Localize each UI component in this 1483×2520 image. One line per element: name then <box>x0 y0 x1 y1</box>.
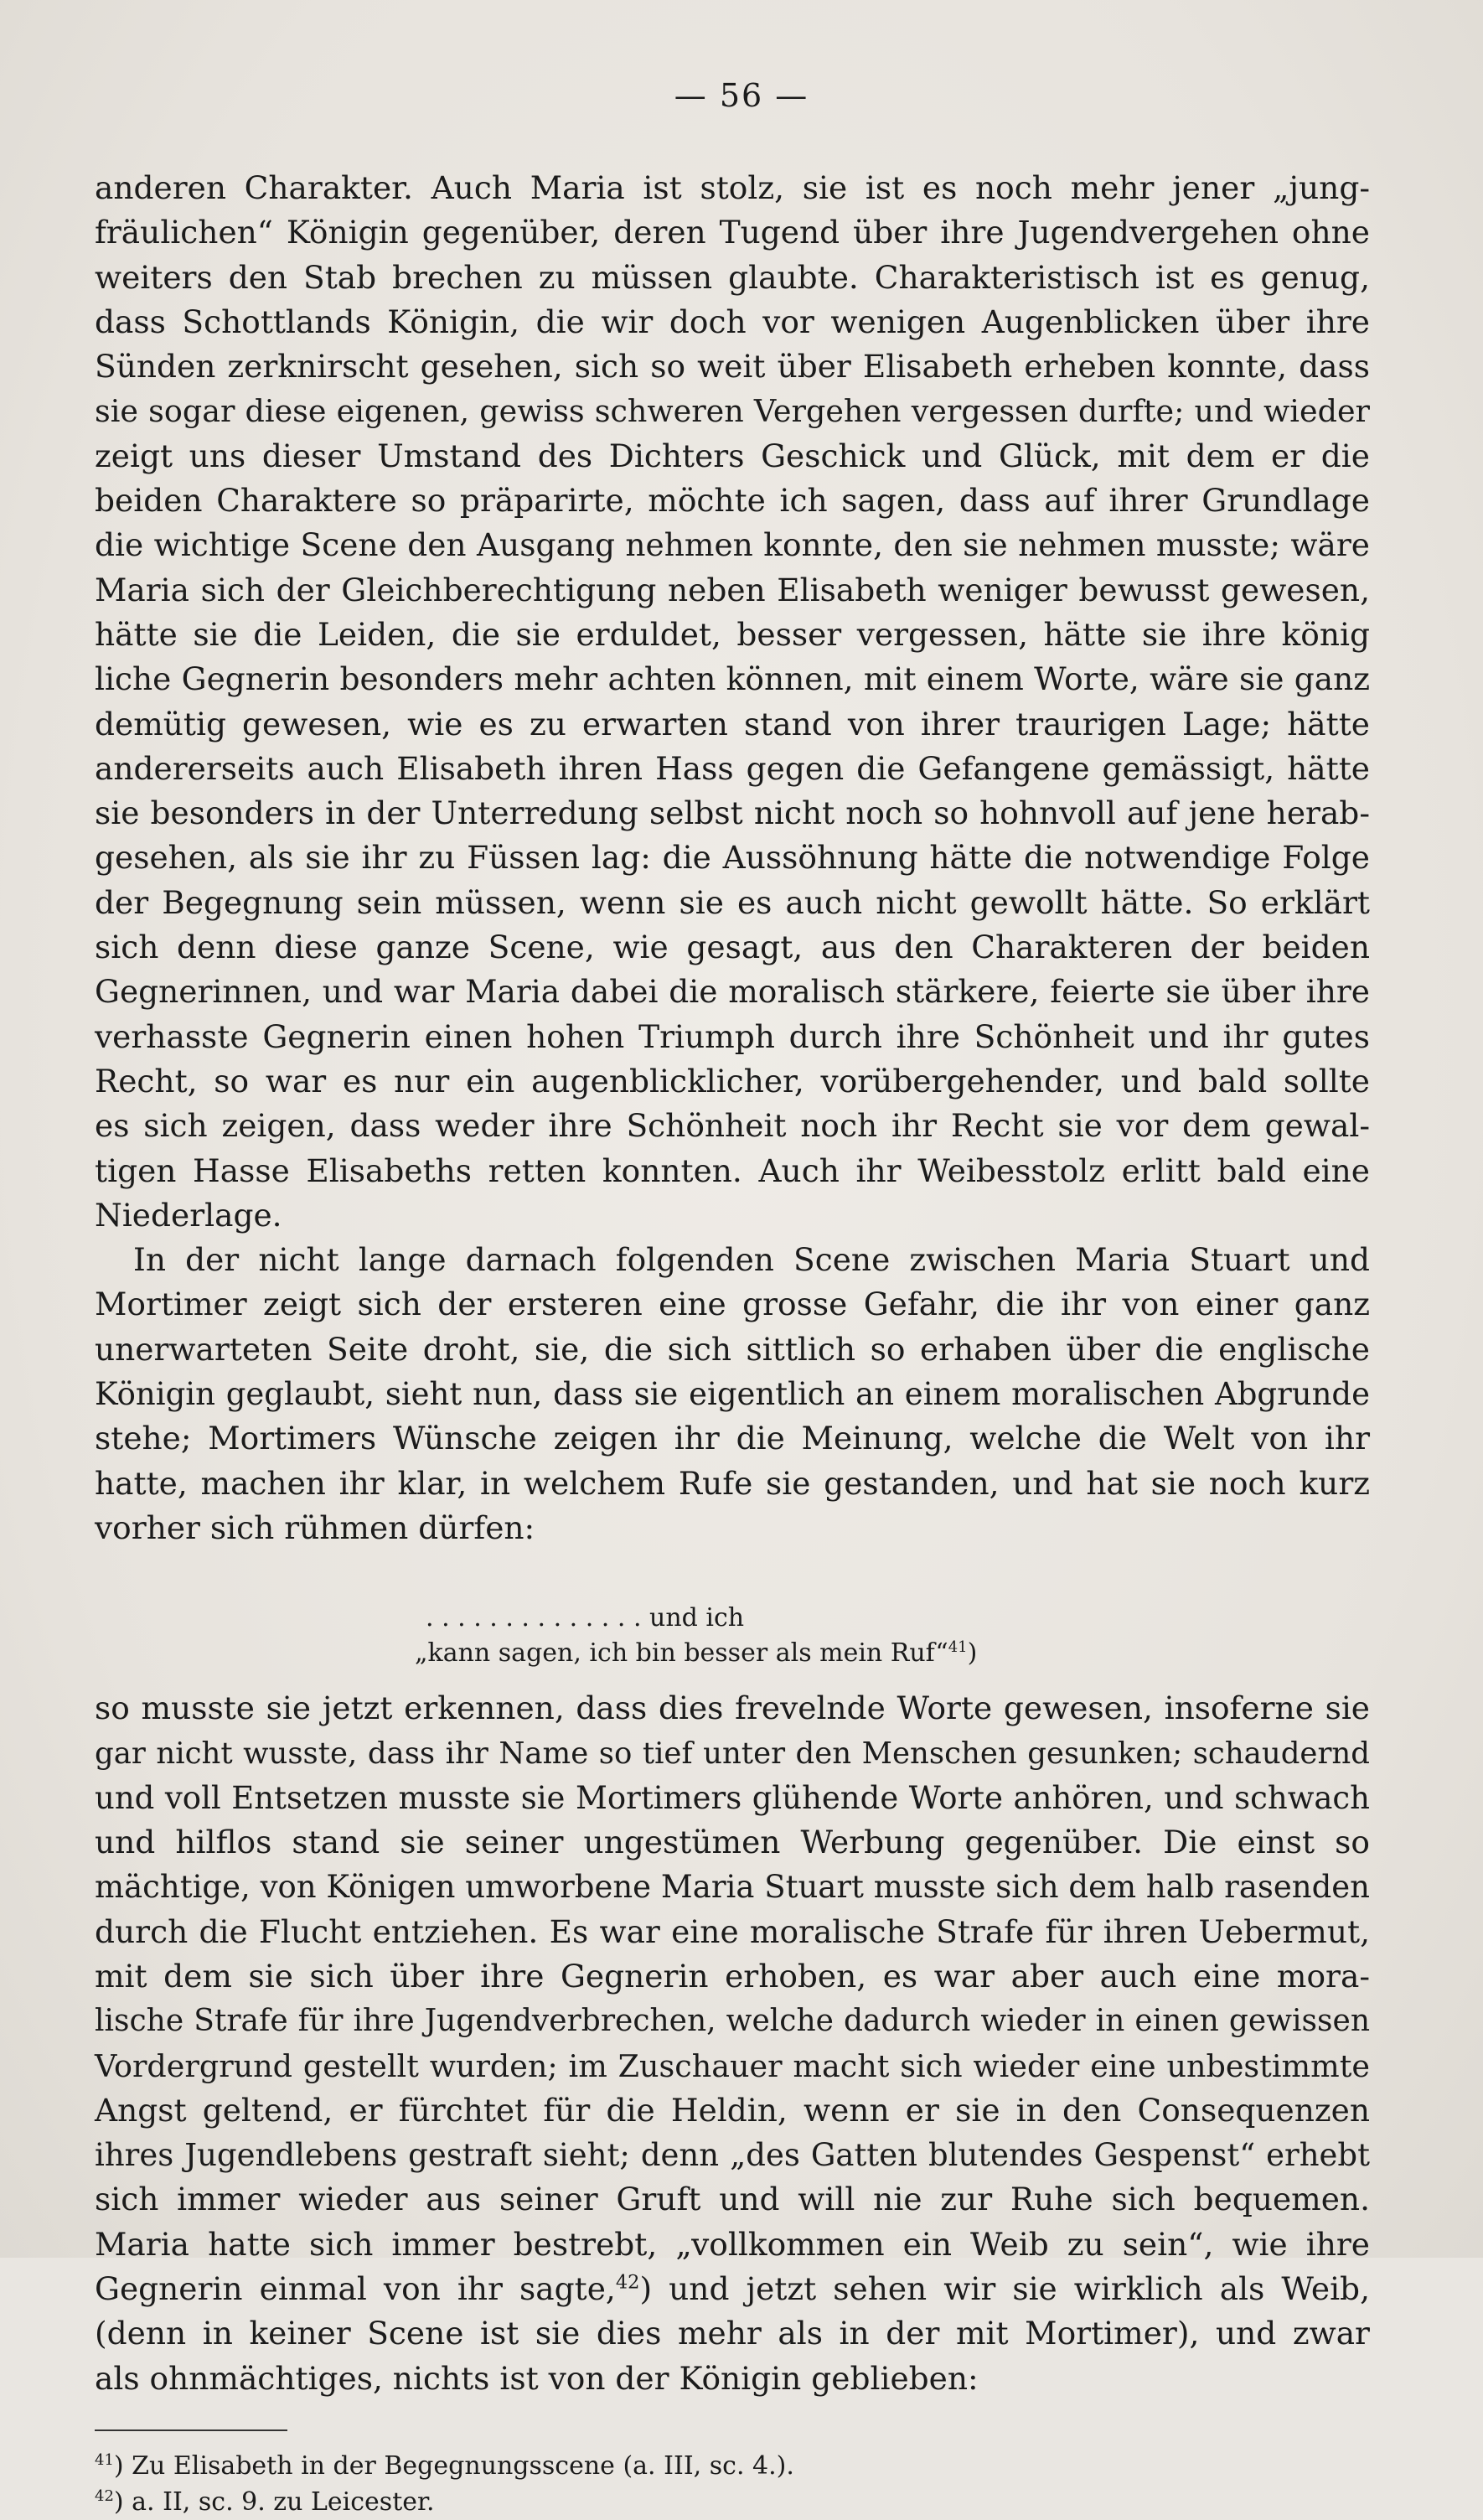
text-line: es sich zeigen, dass weder ihre Schönheit noch ihr Recht sie vor dem gewal- <box>95 1107 1370 1145</box>
text-line: weiters den Stab brechen zu müssen glaubte. Charakteristisch ist es genug, <box>95 258 1370 296</box>
text-line: Maria hatte sich immer bestrebt, „vollkommen ein Weib zu sein“, wie ihre <box>95 2225 1370 2263</box>
text-line: Maria sich der Gleichberechtigung neben Elisabeth weniger bewusst gewesen, <box>95 571 1370 608</box>
text-line: andererseits auch Elisabeth ihren Hass gegen die Gefangene gemässigt, hätte <box>95 749 1370 787</box>
text-line: Niederlage. <box>95 1196 282 1234</box>
verse-line: . . . . . . . . . . . . . . und ich <box>426 1603 745 1633</box>
text-line: der Begegnung sein müssen, wenn sie es auch nicht gewollt hätte. So erklärt <box>95 883 1370 921</box>
footnote-ref-close: ) <box>967 1638 978 1669</box>
text-line: In der nicht lange darnach folgenden Scene zwischen Maria Stuart und <box>133 1241 1370 1279</box>
text-line: beiden Charaktere so präparirte, möchte ich sagen, dass auf ihrer Grundlage <box>95 482 1370 520</box>
text-line: Königin geglaubt, sieht nun, dass sie eigentlich an einem moralischen Abgrunde <box>95 1376 1370 1413</box>
text-line: als ohnmächtiges, nichts ist von der Königin geblieben: <box>95 2359 979 2397</box>
verse-text: „kann sagen, ich bin besser als mein Ruf“ <box>415 1638 948 1669</box>
footnote-rule <box>95 2429 287 2431</box>
paragraph-1 <box>95 166 1370 1238</box>
text-line: mit dem sie sich über ihre Gegnerin erhoben, es war aber auch eine mora- <box>95 1957 1370 1995</box>
text-line: und hilflos stand sie seiner ungestümen Werbung gegenüber. Die einst so <box>95 1824 1370 1861</box>
text-line: sie sogar diese eigenen, gewiss schweren Vergehen vergessen durfte; und wieder <box>95 393 1370 430</box>
text-line: liche Gegnerin besonders mehr achten können, mit einem Worte, wäre sie ganz <box>95 660 1370 698</box>
text-line: zeigt uns dieser Umstand des Dichters Geschick und Glück, mit dem er die <box>95 437 1370 474</box>
footnotes <box>95 2448 1370 2520</box>
paragraph-3 <box>95 1686 1370 2401</box>
text-line: sich denn diese ganze Scene, wie gesagt, aus den Charakteren der beiden <box>95 929 1370 966</box>
text-line: tigen Hasse Elisabeths retten konnten. Auch ihr Weibesstolz erlitt bald eine <box>95 1151 1370 1189</box>
text-line: mächtige, von Königen umworbene Maria Stuart musste sich dem halb rasenden <box>95 1869 1370 1906</box>
line-text: Gegnerin einmal von ihr sagte, <box>95 2270 616 2308</box>
footnote-text: ) Zu Elisabeth in der Begegnungsscene (a. III, sc. 4.). <box>113 2450 794 2481</box>
text-line: stehe; Mortimers Wünsche zeigen ihr die Meinung, welche die Welt von ihr <box>95 1420 1370 1457</box>
text-line: Sünden zerknirscht gesehen, sich so weit über Elisabeth erheben konnte, dass <box>95 348 1370 386</box>
footnote-ref: 41 <box>948 1638 968 1657</box>
text-line: durch die Flucht entziehen. Es war eine moralische Strafe für ihren Uebermut, <box>95 1912 1370 1950</box>
verse-line <box>95 1636 1370 1671</box>
text-line: demütig gewesen, wie es zu erwarten stand von ihrer traurigen Lage; hätte <box>95 705 1370 743</box>
text-line: verhasste Gegnerin einen hohen Triumph durch ihre Schönheit und ihr gutes <box>95 1017 1370 1055</box>
text-line: Mortimer zeigt sich der ersteren eine grosse Gefahr, die ihr von einer ganz <box>95 1286 1370 1323</box>
text-line: hatte, machen ihr klar, in welchem Rufe sie gestanden, und hat sie noch kurz <box>95 1464 1370 1502</box>
text-line: Angst geltend, er fürchtet für die Heldin, wenn er sie in den Consequenzen <box>95 2091 1370 2129</box>
line-text: ) und jetzt sehen wir sie wirklich als Weib, <box>639 2270 1370 2308</box>
text-line: sie besonders in der Unterredung selbst nicht noch so hohnvoll auf jene herab- <box>95 794 1370 832</box>
text-line: die wichtige Scene den Ausgang nehmen konnte, den sie nehmen musste; wäre <box>95 526 1370 564</box>
text-line: Recht, so war es nur ein augenblicklicher, vorübergehender, und bald sollte <box>95 1062 1370 1100</box>
text-line: so musste sie jetzt erkennen, dass dies frevelnde Worte gewesen, insoferne sie <box>95 1689 1370 1727</box>
text-line: vorher sich rühmen dürfen: <box>95 1508 535 1546</box>
text-line: gesehen, als sie ihr zu Füssen lag: die Aussöhnung hätte die notwendige Folge <box>95 839 1370 877</box>
footnote-ref: 42 <box>615 2271 640 2294</box>
footnote-text: ) a. II, sc. 9. zu Leicester. <box>113 2486 435 2517</box>
footnote-number: 42 <box>95 2486 114 2505</box>
footnote <box>95 2448 1370 2484</box>
text-line: hätte sie die Leiden, die sie erduldet, besser vergessen, hätte sie ihre könig <box>95 615 1370 653</box>
footnote-number: 41 <box>95 2450 114 2469</box>
page-content <box>95 166 1370 2520</box>
text-line: ihres Jugendlebens gestraft sieht; denn „des Gatten blutendes Gespenst“ erhebt <box>95 2137 1370 2174</box>
footnote <box>95 2484 1370 2520</box>
verse-quote <box>95 1601 1370 1671</box>
text-line: fräulichen“ Königin gegenüber, deren Tugend über ihre Jugendvergehen ohne <box>95 214 1370 251</box>
text-line: und voll Entsetzen musste sie Mortimers glühende Worte anhören, und schwach <box>95 1779 1370 1816</box>
text-line: unerwarteten Seite droht, sie, die sich sittlich so erhaben über die englische <box>95 1330 1370 1368</box>
text-line: sich immer wieder aus seiner Gruft und will nie zur Ruhe sich bequemen. <box>95 2181 1370 2218</box>
text-line: dass Schottlands Königin, die wir doch vor wenigen Augenblicken über ihre <box>95 303 1370 340</box>
text-line: Vordergrund gestellt wurden; im Zuschauer macht sich wieder eine unbestimmte <box>95 2047 1370 2084</box>
text-line: gar nicht wusste, dass ihr Name so tief unter den Menschen gesunken; schaudernd <box>95 1736 1370 1771</box>
text-line <box>95 2267 1370 2311</box>
text-line: anderen Charakter. Auch Maria ist stolz, sie ist es noch mehr jener „jung- <box>95 169 1370 206</box>
text-line: (denn in keiner Scene ist sie dies mehr als in der mit Mortimer), und zwar <box>95 2315 1370 2352</box>
text-line: Gegnerinnen, und war Maria dabei die moralisch stärkere, feierte sie über ihre <box>95 973 1370 1011</box>
page-number: — 56 — <box>674 77 809 114</box>
paragraph-2 <box>95 1238 1370 1550</box>
text-line: lische Strafe für ihre Jugendverbrechen, welche dadurch wieder in einen gewissen <box>95 2004 1370 2039</box>
